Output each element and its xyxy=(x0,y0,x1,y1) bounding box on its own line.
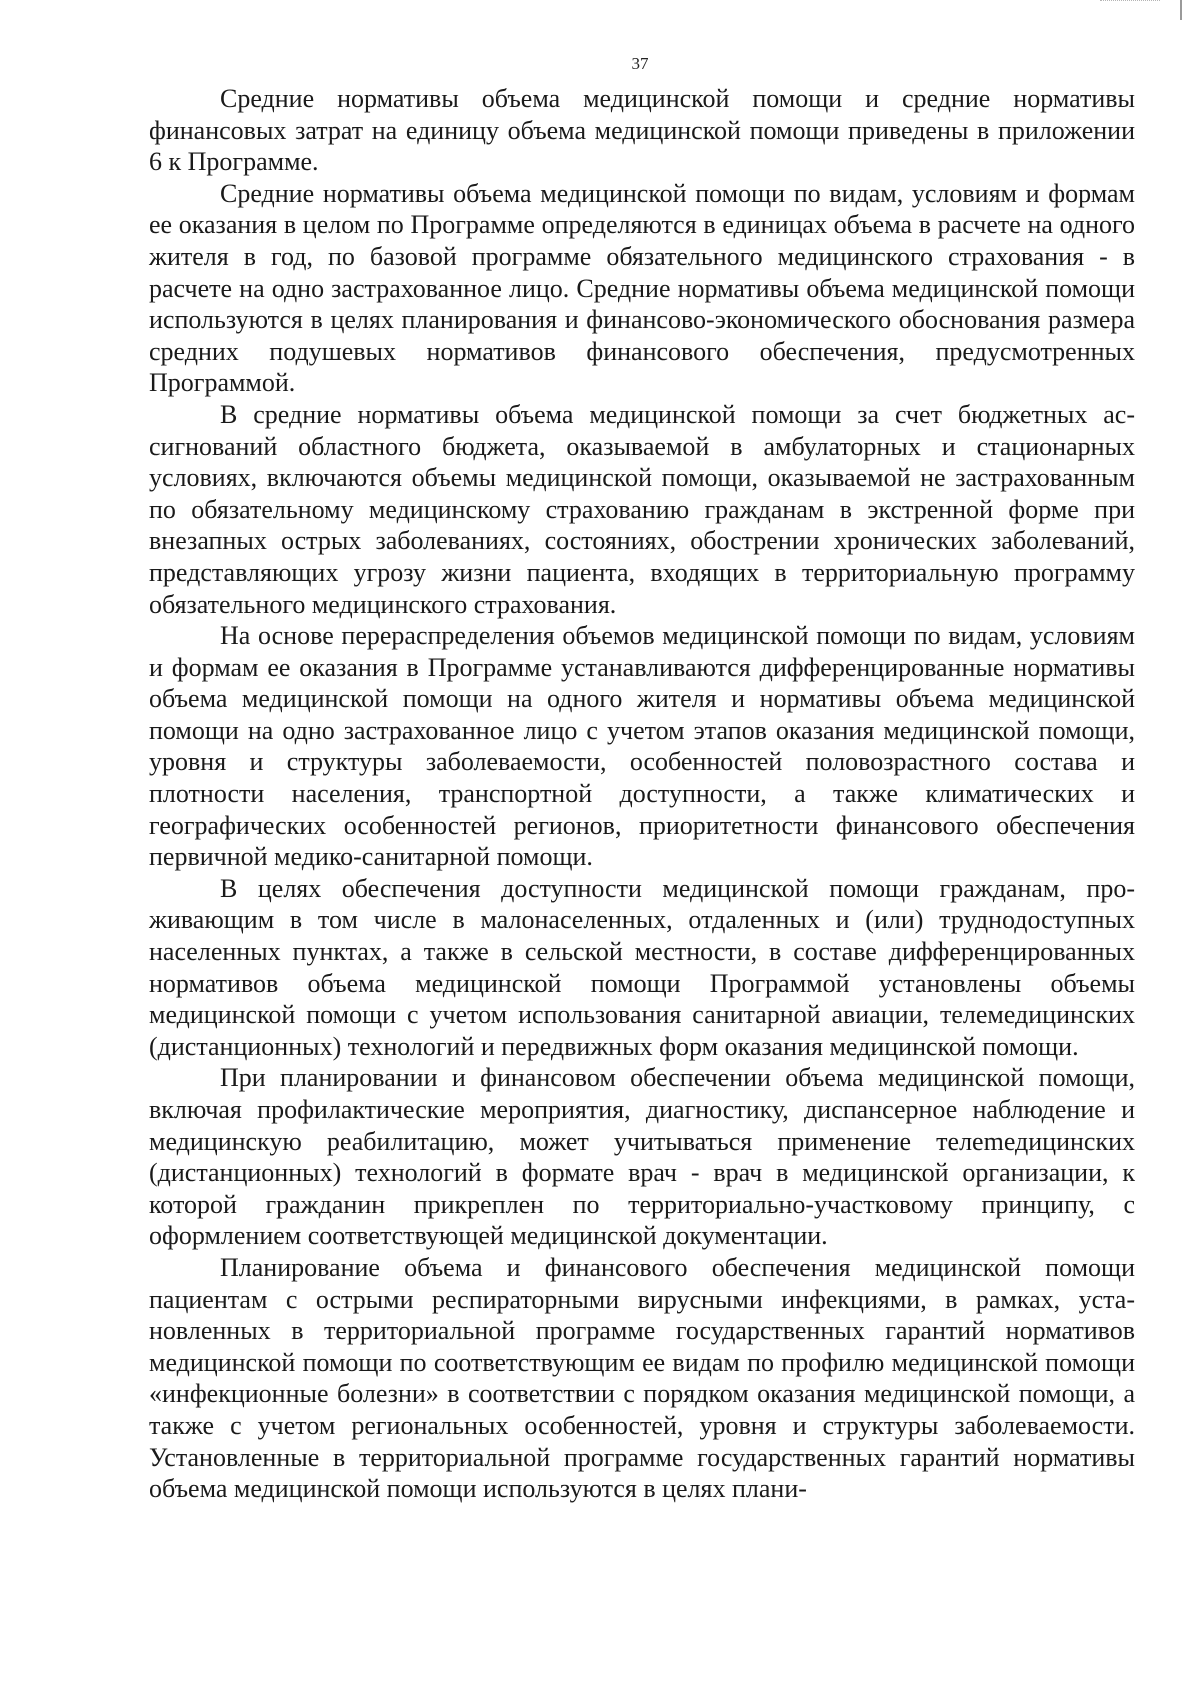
paragraph-4: На основе перераспределения объемов медицинской помощи по видам, условиям и формам ее оказания в Программе устанавливаются дифференцированные нормативы объема медицинской помощи на одного жителя и нормативы объема медицинской помощи на одно застрахованное лицо с учетом этапов оказания медицинской помощи, уровня и структуры заболеваемости, особенностей половозрастного состава и плотности населения, транспортной доступности, а также климатических и географических особенностей регионов, приоритетности финансового обеспечения первичной медико-санитарной помощи. xyxy=(149,621,1135,872)
paragraph-1: Средние нормативы объема медицинской помощи и средние нормативы финансовых затрат на единицу объема медицинской помощи приведены в приложении 6 к Программе. xyxy=(149,84,1135,177)
scan-edge-mark xyxy=(1180,0,1182,20)
paragraph-6: При планировании и финансовом обеспечении объема медицинской помощи, включая профилактические мероприятия, диагностику, диспансерное наблюдение и медицинскую реабилитацию, может учитываться применение телеmедицинских (дистанционных) технологий в формате врач - врач в медицинской организации, к которой гражданин прикреплен по территориально-участковому принципу, с оформлением соответствующей медицинской документации. xyxy=(149,1063,1135,1251)
paragraph-5: В целях обеспечения доступности медицинской помощи гражданам, проживающим в том числе в малонаселенных, отдаленных и (или) труднодоступных населенных пунктах, а также в сельской местности, в составе дифференцированных нормативов объема медицинской помощи Программой установлены объемы медицинской помощи с учетом использования санитарной авиации, телемедицинских (дистанционных) технологий и передвижных форм оказания медицинской помощи. xyxy=(149,873,1135,1061)
paragraph-2: Средние нормативы объема медицинской помощи по видам, условиям и формам ее оказания в целом по Программе определяются в единицах объема в расчете на одного жителя в год, по базовой программе обязательного медицинского страхования - в расчете на одно застрахованное лицо. Средние нормативы объема медицинской помощи используются в целях планирования и финансово-экономического обоснования размера средних подушевых нормативов финансового обеспечения, предусмотренных Программой. xyxy=(149,178,1135,398)
body-text xyxy=(149,83,1135,1505)
page-number: 37 xyxy=(631,54,649,73)
scan-edge-artifact xyxy=(1100,0,1160,4)
paragraph-7: Планирование объема и финансового обеспечения медицинской помощи пациентам с острыми респираторными вирусными инфекциями, в рамках, установленных в территориальной программе государственных гарантий нормативов медицинской помощи по соответствующим ее видам по профилю медицинской помощи «инфекционные болезни» в соответствии с порядком оказания медицинской помощи, а также с учетом региональных особенностей, уровня и структуры заболеваемости. Установленные в территориальной программе государственных гарантий нормативы объема медицинской помощи используются в целях плани- xyxy=(149,1252,1135,1504)
paragraph-3: В средние нормативы объема медицинской помощи за счет бюджетных ассигнований областного бюджета, оказываемой в амбулаторных и стационарных условиях, включаются объемы медицинской помощи, оказываемой не застрахованным по обязательному медицинскому страхованию гражданам в экстренной форме при внезапных острых заболеваниях, состояниях, обострении хронических заболеваний, представляющих угрозу жизни пациента, входящих в территориальную программу обязательного медицинского страхования. xyxy=(149,399,1135,619)
